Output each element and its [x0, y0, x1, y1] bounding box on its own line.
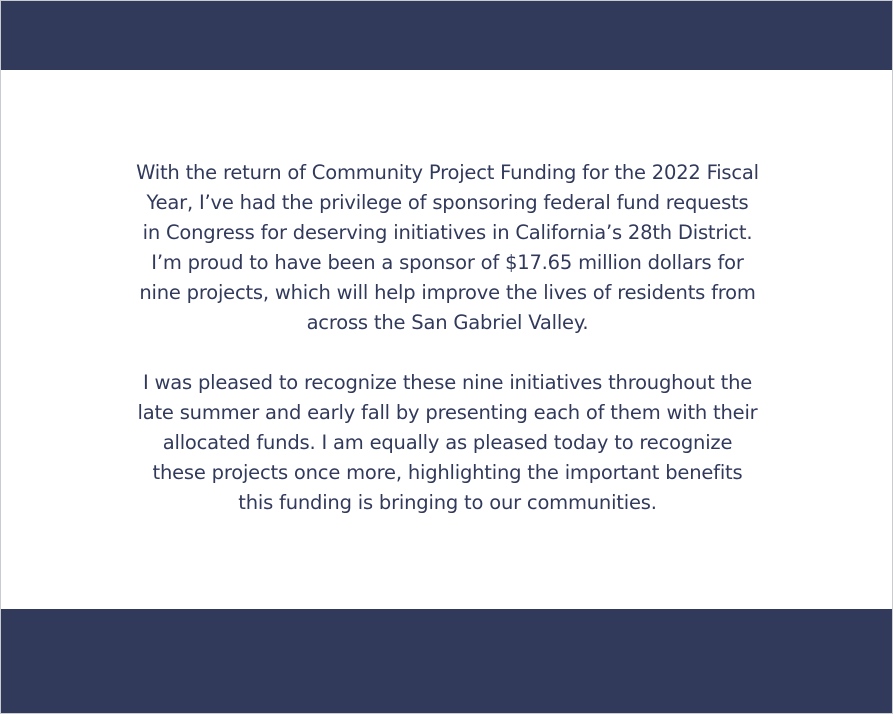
- statement-text: [61, 158, 834, 518]
- paragraph-line: With the return of Community Project Funding for the 2022 Fiscal: [136, 161, 759, 184]
- paragraph-line: these projects once more, highlighting the important benefits: [152, 461, 743, 484]
- paragraph-2: [61, 368, 834, 518]
- paragraph-line: nine projects, which will help improve the lives of residents from: [139, 281, 756, 304]
- paragraph-line: I’m proud to have been a sponsor of $17.65 million dollars for: [151, 251, 744, 274]
- paragraph-line: late summer and early fall by presenting each of them with their: [137, 401, 758, 424]
- paragraph-line: allocated funds. I am equally as pleased today to recognize: [162, 431, 733, 454]
- header-band: [1, 1, 892, 70]
- paragraph-1: [61, 158, 834, 338]
- paragraph-line: in Congress for deserving initiatives in California’s 28th District.: [142, 221, 753, 244]
- paragraph-line: across the San Gabriel Valley.: [306, 311, 589, 334]
- paragraph-line: this funding is bringing to our communities.: [238, 491, 657, 514]
- paragraph-line: Year, I’ve had the privilege of sponsoring federal fund requests: [146, 191, 749, 214]
- footer-band: [1, 609, 892, 714]
- paragraph-line: I was pleased to recognize these nine initiatives throughout the: [142, 371, 753, 394]
